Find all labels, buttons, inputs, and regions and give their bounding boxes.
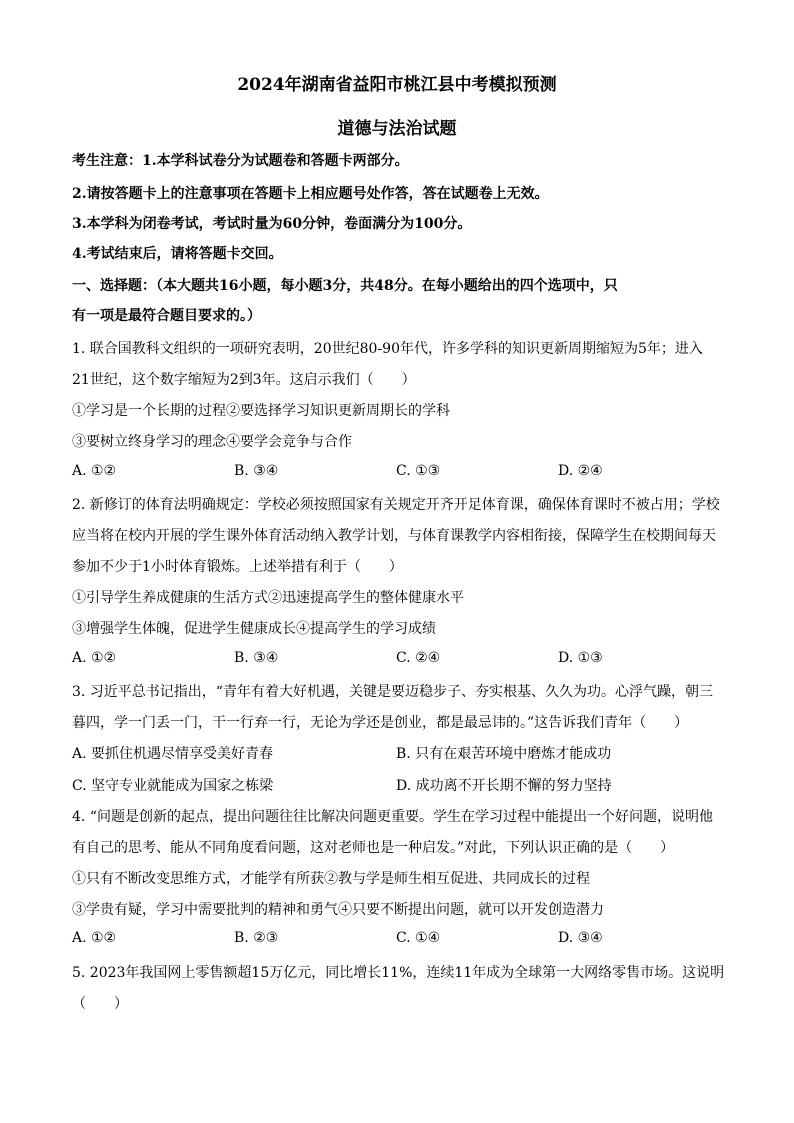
q4-option-b[interactable]: B. ②③	[234, 930, 279, 946]
exam-subtitle: 道德与法治试题	[337, 119, 457, 139]
notice-line-2: 2.请按答题卡上的注意事项在答题卡上相应题号处作答，答在试题卷上无效。	[72, 186, 549, 202]
notice-line-1: 考生注意：1.本学科试卷分为试题卷和答题卡两部分。	[72, 153, 409, 169]
q1-statements-1: ①学习是一个长期的过程②要选择学习知识更新周期长的学科	[72, 403, 450, 419]
q2-statements-1: ①引导学生养成健康的生活方式②迅速提高学生的整体健康水平	[72, 590, 464, 606]
q1-option-d[interactable]: D. ②④	[558, 463, 603, 479]
q5-stem-line-1: 5. 2023年我国网上零售额超15万亿元，同比增长11%，连续11年成为全球第一大网络零售市场。这说明	[72, 965, 725, 981]
q3-option-a[interactable]: A. 要抓住机遇尽情享受美好青春	[72, 746, 274, 762]
q2-stem-line-1: 2. 新修订的体育法明确规定：学校必须按照国家有关规定开齐开足体育课，确保体育课时不被占用；学校	[72, 497, 720, 513]
q2-stem-line-2: 应当将在校内开展的学生课外体育活动纳入教学计划，与体育课教学内容相衔接，保障学生在校期间每天	[72, 528, 716, 544]
q2-option-a[interactable]: A. ①②	[72, 650, 117, 666]
q1-option-c[interactable]: C. ①③	[396, 463, 441, 479]
q3-option-c[interactable]: C. 坚守专业就能成为国家之栋梁	[72, 778, 274, 794]
q2-option-c[interactable]: C. ②④	[396, 650, 441, 666]
q4-statements-1: ①只有不断改变思维方式，才能学有所获②教与学是师生相互促进、共同成长的过程	[72, 871, 590, 887]
q4-option-c[interactable]: C. ①④	[396, 930, 441, 946]
q4-stem-line-2: 有自己的思考、能从不同角度看问题，这对老师也是一种启发。”对此，下列认识正确的是（ ）	[72, 840, 675, 856]
q1-option-b[interactable]: B. ③④	[234, 463, 279, 479]
q2-option-b[interactable]: B. ③④	[234, 650, 279, 666]
q1-stem-line-1: 1. 联合国教科文组织的一项研究表明，20世纪80-90年代，许多学科的知识更新周期缩短为5年；进入	[72, 341, 703, 357]
q3-option-b[interactable]: B. 只有在艰苦环境中磨炼才能成功	[396, 746, 612, 762]
exam-title: 2024年湖南省益阳市桃江县中考模拟预测	[237, 75, 557, 95]
q2-stem-line-3: 参加不少于1小时体育锻炼。上述举措有利于（ ）	[72, 559, 403, 575]
q4-statements-2: ③学贵有疑，学习中需要批判的精神和勇气④只要不断提出问题，就可以开发创造潜力	[72, 902, 604, 918]
notice-line-4: 4.考试结束后，请将答题卡交回。	[72, 246, 283, 262]
q4-stem-line-1: 4. “问题是创新的起点，提出问题往往比解决问题更重要。学生在学习过程中能提出一个好问题，说明他	[72, 809, 713, 825]
q3-option-d[interactable]: D. 成功离不开长期不懈的努力坚持	[396, 778, 612, 794]
q2-option-d[interactable]: D. ①③	[558, 650, 603, 666]
section-heading-line-1: 一、选择题：（本大题共16小题，每小题3分，共48分。在每小题给出的四个选项中，只	[72, 278, 618, 294]
q2-statements-2: ③增强学生体魄，促进学生健康成长④提高学生的学习成绩	[72, 621, 436, 637]
section-heading-line-2: 有一项是最符合题目要求的。）	[72, 308, 261, 324]
q1-statements-2: ③要树立终身学习的理念④要学会竞争与合作	[72, 434, 352, 450]
q3-stem-line-1: 3. 习近平总书记指出，“青年有着大好机遇，关键是要迈稳步子、夯实根基、久久为功。心浮气躁，朝三	[72, 684, 713, 700]
q1-stem-line-2: 21世纪，这个数字缩短为2到3年。这启示我们（ ）	[72, 372, 416, 388]
notice-line-3: 3.本学科为闭卷考试，考试时量为60分钟，卷面满分为100分。	[72, 216, 472, 232]
q1-option-a[interactable]: A. ①②	[72, 463, 117, 479]
q5-stem-line-2: （ ）	[72, 996, 128, 1012]
q3-stem-line-2: 暮四，学一门丢一门，干一行弃一行，无论为学还是创业，都是最忌讳的。”这告诉我们青年（ ）	[72, 715, 689, 731]
q4-option-a[interactable]: A. ①②	[72, 930, 117, 946]
q4-option-d[interactable]: D. ③④	[558, 930, 603, 946]
